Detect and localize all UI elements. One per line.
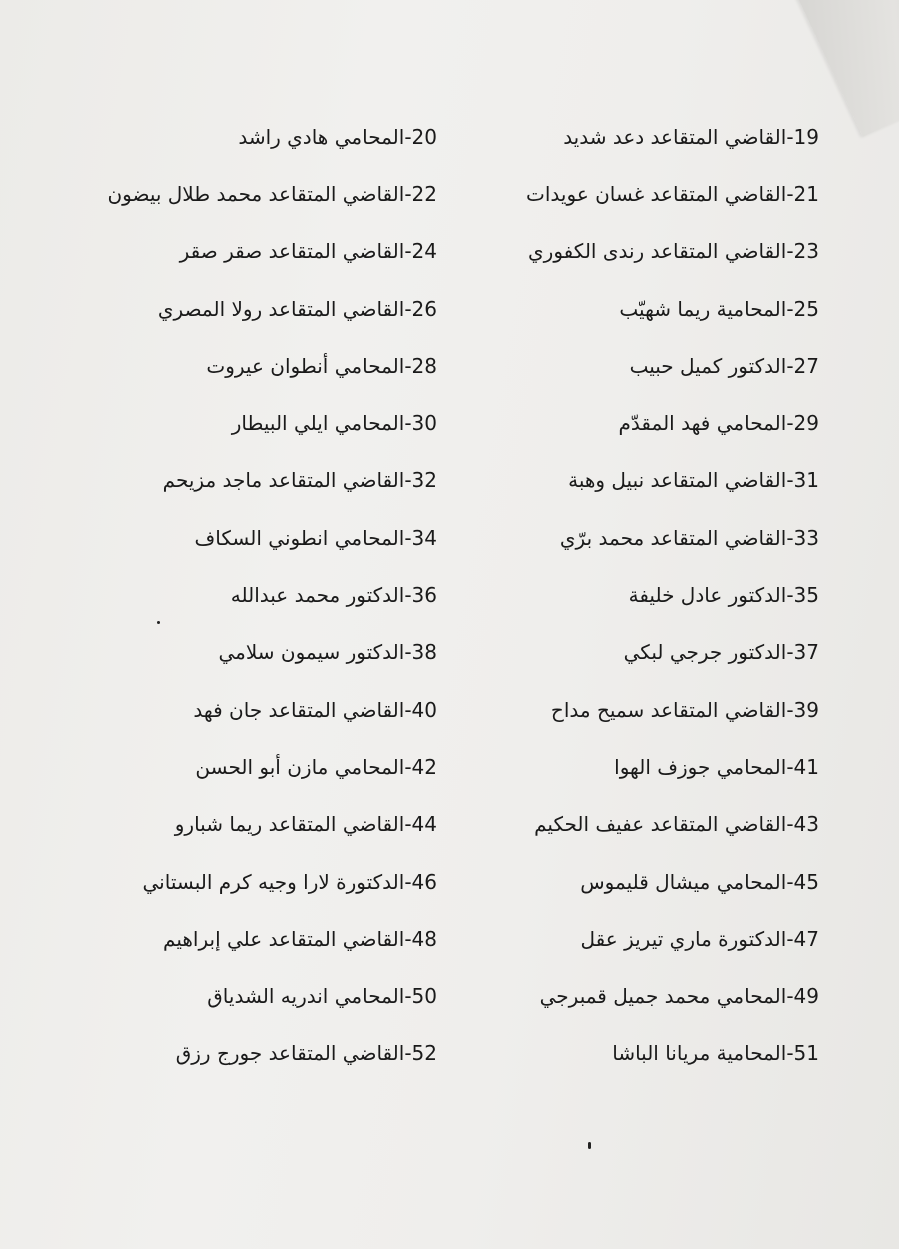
entry-name: القاضي المتقاعد عفيف الحكيم xyxy=(534,812,787,837)
entry-dash: - xyxy=(404,754,412,779)
list-item xyxy=(17,796,437,853)
list-item xyxy=(17,165,437,222)
entry-name: المحامي انطوني السكاف xyxy=(194,525,405,550)
entry-dash: - xyxy=(404,869,412,894)
list-item xyxy=(459,509,819,566)
list-item xyxy=(459,853,819,910)
entry-number: 34 xyxy=(411,525,437,550)
list-item xyxy=(17,853,437,910)
entry-name: القاضي المتقاعد سميح مداح xyxy=(550,697,787,722)
list-item xyxy=(17,967,437,1024)
entry-number: 40 xyxy=(411,697,437,722)
entry-dash: - xyxy=(786,869,794,894)
entry-dash: - xyxy=(786,181,794,206)
entry-number: 51 xyxy=(793,1041,819,1066)
list-item xyxy=(459,566,819,623)
entry-name: القاضي المتقاعد صقر صقر xyxy=(179,239,405,264)
list-item xyxy=(459,165,819,222)
list-item xyxy=(459,394,819,451)
entry-name: المحامية مريانا الباشا xyxy=(612,1041,787,1066)
entry-name: الدكتور سيمون سلامي xyxy=(218,640,405,665)
entry-number: 30 xyxy=(411,411,437,436)
entry-name: الدكتور عادل خليفة xyxy=(628,583,787,608)
list-item xyxy=(459,624,819,681)
entry-number: 45 xyxy=(793,869,819,894)
entry-dash: - xyxy=(786,926,794,951)
entry-number: 20 xyxy=(411,124,437,149)
entry-name: المحامي اندريه الشدياق xyxy=(207,984,405,1009)
entry-number: 49 xyxy=(793,984,819,1009)
entry-dash: - xyxy=(404,640,412,665)
entry-number: 28 xyxy=(411,353,437,378)
list-item xyxy=(17,280,437,337)
entry-number: 27 xyxy=(793,353,819,378)
entry-name: المحامي ميشال قليموس xyxy=(580,869,787,894)
page-mark xyxy=(588,1142,591,1149)
list-item xyxy=(17,1025,437,1082)
entry-dash: - xyxy=(404,296,412,321)
entry-name: المحامي ايلي البيطار xyxy=(231,411,405,436)
entry-number: 24 xyxy=(411,239,437,264)
entry-number: 31 xyxy=(793,468,819,493)
entry-dash: - xyxy=(404,583,412,608)
entry-name: الدكتورة ماري تيريز عقل xyxy=(580,926,787,951)
entry-name: المحامية ريما شهيّب xyxy=(619,296,787,321)
entry-number: 29 xyxy=(793,411,819,436)
entry-dash: - xyxy=(786,353,794,378)
entry-number: 32 xyxy=(411,468,437,493)
entry-number: 39 xyxy=(793,697,819,722)
entry-dash: - xyxy=(786,583,794,608)
entry-number: 22 xyxy=(411,181,437,206)
entry-number: 50 xyxy=(411,984,437,1009)
entry-dash: - xyxy=(404,926,412,951)
list-item xyxy=(459,796,819,853)
entry-name: القاضي المتقاعد رندى الكفوري xyxy=(528,239,787,264)
entry-name: المحامي مازن أبو الحسن xyxy=(195,754,405,779)
entry-name: القاضي المتقاعد جورج رزق xyxy=(175,1041,405,1066)
entry-number: 41 xyxy=(793,754,819,779)
entry-number: 43 xyxy=(793,812,819,837)
names-list-right-column xyxy=(459,108,819,1082)
list-item xyxy=(17,337,437,394)
list-item xyxy=(459,681,819,738)
entry-name: القاضي المتقاعد علي إبراهيم xyxy=(163,926,405,951)
entry-dash: - xyxy=(786,411,794,436)
entry-name: القاضي المتقاعد رولا المصري xyxy=(157,296,405,321)
entry-number: 42 xyxy=(411,754,437,779)
list-item xyxy=(459,108,819,165)
list-item xyxy=(17,681,437,738)
list-item xyxy=(17,108,437,165)
list-item xyxy=(17,566,437,623)
entry-name: المحامي هادي راشد xyxy=(238,124,405,149)
ink-speck xyxy=(157,621,160,624)
list-item xyxy=(459,223,819,280)
list-item xyxy=(17,223,437,280)
list-item xyxy=(459,910,819,967)
entry-number: 21 xyxy=(793,181,819,206)
entry-name: القاضي المتقاعد ريما شبارو xyxy=(174,812,405,837)
entry-name: المحامي فهد المقدّم xyxy=(618,411,787,436)
entry-number: 26 xyxy=(411,296,437,321)
entry-dash: - xyxy=(404,984,412,1009)
entry-name: القاضي المتقاعد دعد شديد xyxy=(563,124,787,149)
entry-number: 52 xyxy=(411,1041,437,1066)
entry-number: 44 xyxy=(411,812,437,837)
entry-dash: - xyxy=(786,640,794,665)
entry-name: المحامي جوزف الهوا xyxy=(614,754,787,779)
entry-dash: - xyxy=(786,124,794,149)
entry-number: 23 xyxy=(793,239,819,264)
names-list-left-column xyxy=(17,108,437,1082)
list-item xyxy=(459,738,819,795)
entry-name: القاضي المتقاعد ماجد مزيحم xyxy=(162,468,405,493)
list-item xyxy=(459,452,819,509)
list-item xyxy=(17,394,437,451)
list-item xyxy=(459,337,819,394)
entry-name: الدكتور محمد عبدالله xyxy=(230,583,405,608)
entry-number: 35 xyxy=(793,583,819,608)
entry-number: 47 xyxy=(793,926,819,951)
entry-dash: - xyxy=(404,525,412,550)
entry-name: المحامي محمد جميل قمبرجي xyxy=(539,984,787,1009)
entry-name: القاضي المتقاعد نبيل وهبة xyxy=(568,468,787,493)
entry-dash: - xyxy=(786,984,794,1009)
entry-dash: - xyxy=(786,1041,794,1066)
entry-dash: - xyxy=(786,812,794,837)
list-item xyxy=(17,509,437,566)
entry-name: الدكتور جرجي لبكي xyxy=(623,640,787,665)
entry-dash: - xyxy=(786,754,794,779)
entry-dash: - xyxy=(786,697,794,722)
entry-name: الدكتور كميل حبيب xyxy=(629,353,787,378)
entry-dash: - xyxy=(404,468,412,493)
list-item xyxy=(459,1025,819,1082)
list-item xyxy=(17,738,437,795)
entry-number: 38 xyxy=(411,640,437,665)
entry-dash: - xyxy=(786,525,794,550)
entry-name: القاضي المتقاعد جان فهد xyxy=(193,697,405,722)
entry-dash: - xyxy=(404,697,412,722)
entry-name: القاضي المتقاعد محمد طلال بيضون xyxy=(107,181,405,206)
list-item xyxy=(17,624,437,681)
list-item xyxy=(17,910,437,967)
entry-number: 48 xyxy=(411,926,437,951)
entry-dash: - xyxy=(404,411,412,436)
entry-number: 25 xyxy=(793,296,819,321)
entry-dash: - xyxy=(786,468,794,493)
entry-dash: - xyxy=(404,181,412,206)
entry-name: القاضي المتقاعد محمد برّي xyxy=(559,525,787,550)
entry-name: المحامي أنطوان عيروت xyxy=(206,353,405,378)
entry-dash: - xyxy=(404,124,412,149)
entry-number: 37 xyxy=(793,640,819,665)
list-item xyxy=(459,280,819,337)
entry-dash: - xyxy=(786,296,794,321)
entry-number: 46 xyxy=(411,869,437,894)
entry-dash: - xyxy=(404,1041,412,1066)
entry-dash: - xyxy=(404,812,412,837)
entry-number: 33 xyxy=(793,525,819,550)
entry-name: الدكتورة لارا وجيه كرم البستاني xyxy=(142,869,405,894)
entry-dash: - xyxy=(404,239,412,264)
entry-dash: - xyxy=(404,353,412,378)
entry-number: 19 xyxy=(793,124,819,149)
entry-number: 36 xyxy=(411,583,437,608)
entry-name: القاضي المتقاعد غسان عويدات xyxy=(526,181,787,206)
list-item xyxy=(459,967,819,1024)
list-item xyxy=(17,452,437,509)
entry-dash: - xyxy=(786,239,794,264)
